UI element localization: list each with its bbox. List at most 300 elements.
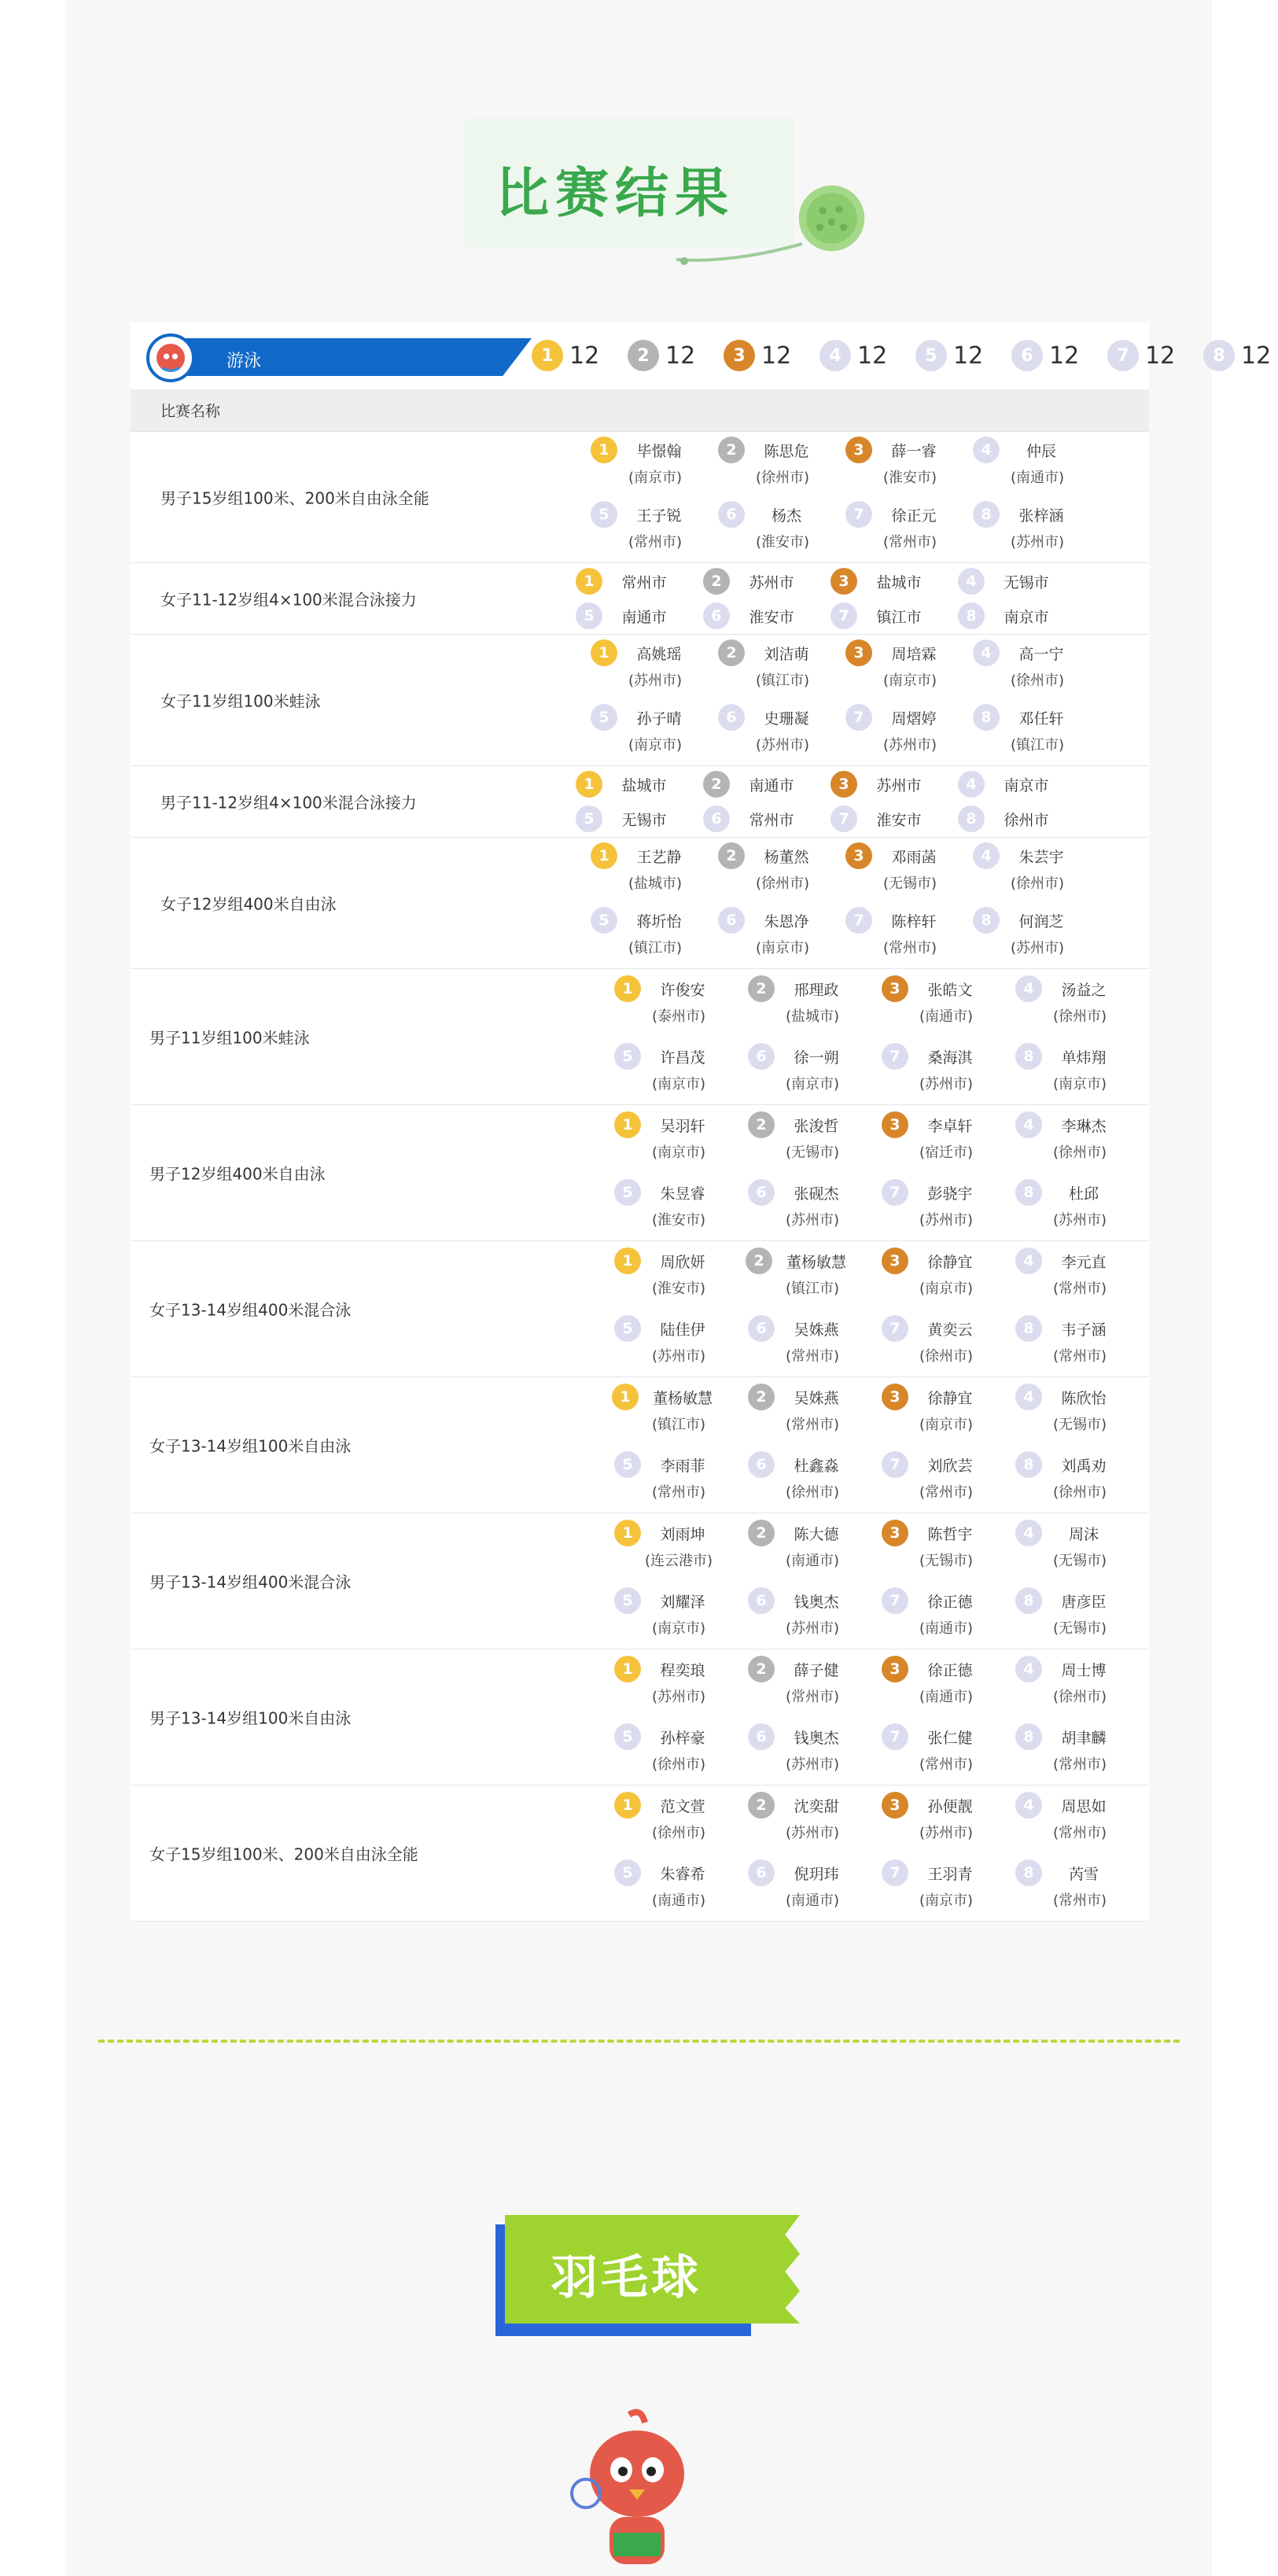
team-name: 淮安市	[749, 608, 794, 626]
result-cell	[831, 704, 956, 754]
rank-badge: 6	[748, 1723, 775, 1750]
medal-rank-badge: 5	[915, 340, 947, 371]
rank-badge: 7	[845, 704, 872, 731]
result-cell	[599, 1179, 725, 1229]
medal-count-3	[724, 340, 819, 371]
team-name: 苏州市	[876, 776, 922, 794]
athlete-city: (南通市)	[919, 1008, 974, 1025]
result-cell	[958, 771, 1084, 798]
result-cell	[958, 639, 1084, 690]
athlete-name: 许俊安	[660, 981, 705, 999]
result-cell	[733, 1792, 859, 1842]
result-cell	[599, 1247, 725, 1298]
rank-badge: 4	[973, 437, 1000, 463]
rank-badge: 4	[1015, 1656, 1042, 1682]
table-row[interactable]	[131, 1513, 1149, 1649]
athlete-name: 桑海淇	[927, 1048, 973, 1067]
athlete-name: 唐彦臣	[1061, 1593, 1107, 1611]
section-title-block	[464, 118, 818, 267]
athlete-name: 朱昱睿	[660, 1185, 705, 1203]
result-cell	[733, 1520, 859, 1570]
athlete-name: 周思如	[1061, 1797, 1107, 1815]
rank-badge: 3	[831, 568, 857, 595]
table-row[interactable]	[131, 969, 1149, 1105]
sport-tab-label: 游泳	[227, 352, 262, 371]
athlete-name: 吴羽轩	[660, 1117, 705, 1135]
result-cell	[703, 704, 829, 754]
next-sport-banner[interactable]	[495, 2210, 802, 2336]
athlete-name: 徐一朔	[794, 1048, 839, 1067]
rank-badge: 2	[703, 568, 730, 595]
athlete-city: (淮安市)	[882, 470, 937, 486]
rank-badge: 3	[845, 639, 872, 666]
rank-badge: 6	[718, 907, 745, 934]
athlete-city: (盐城市)	[785, 1008, 840, 1025]
table-header: 比赛名称	[131, 389, 1149, 432]
athlete-name: 范文萱	[660, 1797, 705, 1815]
athlete-name: 刘欣芸	[927, 1457, 973, 1475]
result-cell	[576, 704, 702, 754]
rank-badge: 8	[1015, 1859, 1042, 1886]
result-cell	[733, 1111, 859, 1162]
rank-badge: 6	[718, 501, 745, 528]
athlete-name: 钱奥杰	[794, 1729, 839, 1747]
athlete-city: (南通市)	[919, 1689, 974, 1705]
athlete-name: 刘耀泽	[660, 1593, 705, 1611]
team-name: 南通市	[621, 608, 667, 626]
result-cell	[831, 771, 956, 798]
table-row[interactable]	[131, 838, 1149, 969]
athlete-name: 周沫	[1068, 1525, 1099, 1543]
athlete-city: (常州市)	[919, 1484, 974, 1501]
athlete-city: (徐州市)	[651, 1825, 706, 1841]
table-row[interactable]	[131, 635, 1149, 766]
rank-badge: 5	[591, 704, 617, 731]
rank-badge: 3	[882, 1656, 908, 1682]
table-row[interactable]	[131, 1649, 1149, 1786]
table-row[interactable]	[131, 1241, 1149, 1377]
medal-count-4	[819, 340, 915, 371]
result-cell	[1000, 1111, 1126, 1162]
result-cell	[831, 437, 956, 487]
rank-badge: 4	[973, 842, 1000, 869]
medal-count-2	[628, 340, 724, 371]
athlete-city: (徐州市)	[1052, 1689, 1107, 1705]
athlete-name: 韦子涵	[1061, 1321, 1107, 1339]
rank-badge: 8	[1015, 1587, 1042, 1614]
athlete-city: (泰州市)	[651, 1008, 706, 1025]
rank-badge: 8	[1015, 1315, 1042, 1342]
event-name: 男子15岁组100米、200米自由泳全能	[160, 488, 429, 508]
rank-badge: 2	[748, 975, 775, 1002]
athlete-name: 张浚哲	[794, 1117, 839, 1135]
rank-badge: 3	[882, 1384, 908, 1410]
team-name: 镇江市	[876, 608, 922, 626]
rank-badge: 1	[591, 842, 617, 869]
athlete-name: 刘雨坤	[660, 1525, 705, 1543]
result-cell	[733, 1384, 859, 1434]
athlete-city: (南京市)	[628, 470, 683, 486]
result-cell	[599, 975, 725, 1026]
team-name: 南京市	[1004, 608, 1049, 626]
athlete-name: 蒋圻怡	[636, 912, 682, 931]
athlete-city: (无锡市)	[1052, 1417, 1107, 1433]
rank-badge: 7	[845, 501, 872, 528]
rank-badge: 4	[958, 771, 985, 798]
rank-badge: 7	[882, 1451, 908, 1478]
result-cell	[867, 1384, 993, 1434]
team-name: 常州市	[749, 811, 794, 829]
rank-badge: 7	[882, 1587, 908, 1614]
athlete-name: 芮雪	[1068, 1865, 1099, 1883]
athlete-city: (苏州市)	[785, 1825, 840, 1841]
athlete-city: (苏州市)	[919, 1825, 974, 1841]
rank-badge: 8	[1015, 1179, 1042, 1206]
result-cell	[576, 501, 702, 551]
rank-badge: 8	[958, 603, 985, 629]
result-cell	[831, 907, 956, 957]
athlete-city: (苏州市)	[755, 737, 810, 754]
event-name: 女子13-14岁组400米混合泳	[149, 1300, 352, 1320]
result-cell	[599, 1384, 725, 1434]
rank-badge: 8	[958, 805, 985, 832]
medal-rank-badge: 7	[1107, 340, 1139, 371]
athlete-city: (苏州市)	[785, 1620, 840, 1637]
medal-rank-badge: 6	[1011, 340, 1043, 371]
medal-count-7	[1107, 340, 1203, 371]
team-name: 常州市	[621, 573, 667, 591]
table-row[interactable]	[131, 1377, 1149, 1513]
athlete-city: (南京市)	[628, 737, 683, 754]
athlete-city: (镇江市)	[651, 1417, 706, 1433]
team-name: 无锡市	[1004, 573, 1049, 591]
result-cell	[867, 1043, 993, 1093]
result-cell	[1000, 1587, 1126, 1638]
athlete-name: 张皓文	[927, 981, 973, 999]
rank-badge: 2	[748, 1520, 775, 1546]
rank-badge: 8	[1015, 1043, 1042, 1070]
athlete-name: 陈哲宇	[927, 1525, 973, 1543]
rank-badge: 6	[748, 1451, 775, 1478]
rank-badge: 5	[591, 907, 617, 934]
team-name: 徐州市	[1004, 811, 1049, 829]
athlete-name: 许昌茂	[660, 1048, 705, 1067]
rank-badge: 1	[614, 1520, 641, 1546]
results-rows	[131, 432, 1149, 1922]
athlete-name: 孙梓豪	[660, 1729, 705, 1747]
rank-badge: 2	[748, 1656, 775, 1682]
team-name: 无锡市	[621, 811, 667, 829]
result-cell	[703, 639, 829, 690]
rank-badge: 1	[614, 975, 641, 1002]
rank-badge: 1	[614, 1792, 641, 1819]
athlete-city: (常州市)	[628, 534, 683, 551]
result-cell	[576, 437, 702, 487]
athlete-name: 毕憬翰	[636, 442, 682, 460]
result-cell	[576, 568, 702, 595]
athlete-city: (常州市)	[1052, 1348, 1107, 1365]
rank-badge: 5	[576, 805, 602, 832]
sport-tab-bar	[131, 322, 1272, 389]
athlete-name: 朱恩净	[764, 912, 809, 931]
athlete-name: 彭骁宇	[927, 1185, 973, 1203]
rank-badge: 1	[576, 771, 602, 798]
athlete-name: 黄奕云	[927, 1321, 973, 1339]
medal-rank-badge: 2	[628, 340, 659, 371]
athlete-name: 董杨敏慧	[652, 1389, 713, 1407]
result-cell	[599, 1859, 725, 1910]
rank-badge: 3	[882, 1247, 908, 1274]
medal-count-value: 12	[569, 341, 600, 370]
athlete-city: (苏州市)	[1010, 940, 1065, 956]
team-name: 南京市	[1004, 776, 1049, 794]
result-cell	[1000, 1179, 1126, 1229]
medal-count-5	[915, 340, 1011, 371]
result-cell	[733, 1656, 859, 1706]
result-cell	[599, 1451, 725, 1502]
athlete-name: 史珊凝	[764, 709, 809, 728]
athlete-city: (苏州市)	[651, 1689, 706, 1705]
result-cell	[867, 975, 993, 1026]
result-cell	[867, 1111, 993, 1162]
rank-badge: 5	[614, 1315, 641, 1342]
result-cell	[867, 1587, 993, 1638]
rank-badge: 5	[614, 1859, 641, 1886]
rank-badge: 2	[718, 842, 745, 869]
rank-badge: 6	[748, 1587, 775, 1614]
athlete-city: (苏州市)	[882, 737, 937, 754]
athlete-name: 徐正德	[927, 1661, 973, 1679]
table-row[interactable]	[131, 563, 1149, 635]
rank-badge: 3	[882, 1792, 908, 1819]
medal-count-summary	[532, 340, 1278, 371]
swimming-logo-icon	[146, 334, 195, 382]
athlete-city: (徐州市)	[755, 875, 810, 892]
medal-rank-badge: 1	[532, 340, 563, 371]
team-name: 南通市	[749, 776, 794, 794]
result-cell	[867, 1247, 993, 1298]
sport-tab-swimming[interactable]	[146, 334, 532, 379]
result-cell	[703, 771, 829, 798]
rank-badge: 4	[1015, 1792, 1042, 1819]
athlete-city: (徐州市)	[1010, 673, 1065, 689]
athlete-name: 陈梓轩	[891, 912, 937, 931]
athlete-city: (徐州市)	[1052, 1144, 1107, 1161]
athlete-name: 张仁健	[927, 1729, 973, 1747]
result-cell	[599, 1043, 725, 1093]
rank-badge: 5	[614, 1179, 641, 1206]
rank-badge: 7	[882, 1723, 908, 1750]
result-cell	[576, 771, 702, 798]
athlete-city: (无锡市)	[1052, 1620, 1107, 1637]
result-cell	[867, 1792, 993, 1842]
result-cell	[1000, 1859, 1126, 1910]
athlete-city: (常州市)	[1052, 1825, 1107, 1841]
athlete-city: (南京市)	[882, 673, 937, 689]
result-cell	[867, 1723, 993, 1774]
athlete-city: (常州市)	[785, 1348, 840, 1365]
rank-badge: 6	[703, 805, 730, 832]
athlete-name: 朱芸宇	[1018, 848, 1064, 866]
athlete-name: 李卓轩	[927, 1117, 973, 1135]
rank-badge: 5	[614, 1043, 641, 1070]
rank-badge: 8	[1015, 1723, 1042, 1750]
athlete-city: (南京市)	[651, 1620, 706, 1637]
medal-count-value: 12	[953, 341, 984, 370]
rank-badge: 1	[591, 437, 617, 463]
result-cell	[599, 1723, 725, 1774]
result-cell	[599, 1520, 725, 1570]
athlete-city: (苏州市)	[1052, 1212, 1107, 1229]
athlete-name: 周培霖	[891, 645, 937, 663]
athlete-name: 王子锐	[636, 507, 682, 525]
athlete-city: (南京市)	[919, 1892, 974, 1909]
athlete-name: 钱奥杰	[794, 1593, 839, 1611]
rank-badge: 4	[1015, 1384, 1042, 1410]
athlete-city: (常州市)	[919, 1756, 974, 1773]
rank-badge: 4	[1015, 975, 1042, 1002]
result-cell	[958, 501, 1084, 551]
result-cell	[958, 568, 1084, 595]
result-cell	[733, 975, 859, 1026]
result-cell	[703, 568, 829, 595]
athlete-city: (南京市)	[1052, 1076, 1107, 1093]
result-cell	[599, 1792, 725, 1842]
rank-badge: 5	[576, 603, 602, 629]
athlete-city: (南通市)	[785, 1553, 840, 1569]
athlete-city: (南京市)	[919, 1281, 974, 1297]
athlete-city: (无锡市)	[882, 875, 937, 892]
result-cell	[831, 603, 956, 629]
athlete-city: (徐州市)	[919, 1348, 974, 1365]
rank-badge: 5	[591, 501, 617, 528]
result-cell	[733, 1315, 859, 1365]
result-cell	[703, 603, 829, 629]
event-name: 男子11岁组100米蛙泳	[149, 1028, 310, 1048]
athlete-name: 杜邱	[1068, 1185, 1099, 1203]
athlete-city: (徐州市)	[785, 1484, 840, 1501]
athlete-city: (苏州市)	[785, 1212, 840, 1229]
result-cell	[599, 1656, 725, 1706]
rank-badge: 5	[614, 1587, 641, 1614]
athlete-name: 刘洁萌	[764, 645, 809, 663]
result-cell	[831, 501, 956, 551]
athlete-city: (苏州市)	[785, 1756, 840, 1773]
rank-badge: 2	[748, 1792, 775, 1819]
athlete-name: 孙便靓	[927, 1797, 973, 1815]
result-cell	[831, 639, 956, 690]
athlete-name: 吴姝燕	[794, 1389, 839, 1407]
medal-count-value: 12	[1241, 341, 1272, 370]
result-cell	[831, 805, 956, 832]
result-cell	[958, 842, 1084, 893]
medal-count-1	[532, 340, 628, 371]
athlete-city: (南京市)	[755, 940, 810, 956]
table-row[interactable]	[131, 432, 1149, 563]
athlete-name: 吴姝燕	[794, 1321, 839, 1339]
medal-count-value: 12	[665, 341, 696, 370]
rank-badge: 2	[718, 639, 745, 666]
rank-badge: 4	[973, 639, 1000, 666]
table-row[interactable]	[131, 1786, 1149, 1922]
result-cell	[1000, 1520, 1126, 1570]
medal-count-value: 12	[857, 341, 888, 370]
athlete-city: (苏州市)	[628, 673, 683, 689]
athlete-name: 杨董然	[764, 848, 809, 866]
rank-badge: 8	[973, 907, 1000, 934]
event-name: 女子12岁组400米自由泳	[160, 894, 337, 914]
result-cell	[958, 907, 1084, 957]
athlete-name: 周熠婷	[891, 709, 937, 728]
medal-count-value: 12	[1049, 341, 1080, 370]
athlete-name: 程奕琅	[660, 1661, 705, 1679]
athlete-name: 胡聿麟	[1061, 1729, 1107, 1747]
athlete-city: (徐州市)	[651, 1756, 706, 1773]
medal-count-value: 12	[761, 341, 792, 370]
sport-tab-band	[170, 338, 532, 376]
rank-badge: 3	[882, 1520, 908, 1546]
result-cell	[599, 1315, 725, 1365]
medal-count-6	[1011, 340, 1107, 371]
rank-badge: 2	[748, 1384, 775, 1410]
result-cell	[1000, 1384, 1126, 1434]
rank-badge: 2	[746, 1247, 772, 1274]
athlete-name: 陈思危	[764, 442, 809, 460]
athlete-city: (南京市)	[785, 1076, 840, 1093]
athlete-city: (南通市)	[1010, 470, 1065, 486]
result-cell	[733, 1587, 859, 1638]
rank-badge: 1	[612, 1384, 639, 1410]
athlete-name: 徐静宜	[927, 1389, 973, 1407]
medal-rank-badge: 4	[819, 340, 851, 371]
athlete-city: (常州市)	[882, 940, 937, 956]
result-cell	[831, 568, 956, 595]
athlete-city: (常州市)	[1052, 1892, 1107, 1909]
athlete-city: (常州市)	[785, 1417, 840, 1433]
athlete-city: (宿迁市)	[919, 1144, 974, 1161]
athlete-city: (淮安市)	[755, 534, 810, 551]
athlete-name: 李雨菲	[660, 1457, 705, 1475]
rank-badge: 6	[718, 704, 745, 731]
result-cell	[1000, 1451, 1126, 1502]
table-row[interactable]	[131, 1105, 1149, 1241]
result-cell	[958, 805, 1084, 832]
athlete-name: 孙子晴	[636, 709, 682, 728]
athlete-city: (连云港市)	[644, 1553, 713, 1569]
table-row[interactable]	[131, 766, 1149, 838]
result-cell	[733, 1723, 859, 1774]
athlete-city: (无锡市)	[1052, 1553, 1107, 1569]
result-cell	[1000, 975, 1126, 1026]
rank-badge: 7	[831, 603, 857, 629]
athlete-name: 陈大德	[794, 1525, 839, 1543]
athlete-name: 高一宁	[1018, 645, 1064, 663]
athlete-name: 张砚杰	[794, 1185, 839, 1203]
athlete-city: (徐州市)	[1052, 1008, 1107, 1025]
medal-rank-badge: 8	[1203, 340, 1235, 371]
athlete-name: 汤益之	[1061, 981, 1107, 999]
rank-badge: 2	[718, 437, 745, 463]
athlete-city: (镇江市)	[1010, 737, 1065, 754]
athlete-city: (南通市)	[651, 1892, 706, 1909]
athlete-name: 董杨敏慧	[786, 1253, 846, 1271]
event-name: 男子13-14岁组400米混合泳	[149, 1572, 352, 1592]
athlete-city: (常州市)	[882, 534, 937, 551]
athlete-name: 薛子健	[794, 1661, 839, 1679]
result-cell	[599, 1111, 725, 1162]
athlete-city: (无锡市)	[785, 1144, 840, 1161]
event-name: 男子11-12岁组4×100米混合泳接力	[160, 793, 417, 813]
